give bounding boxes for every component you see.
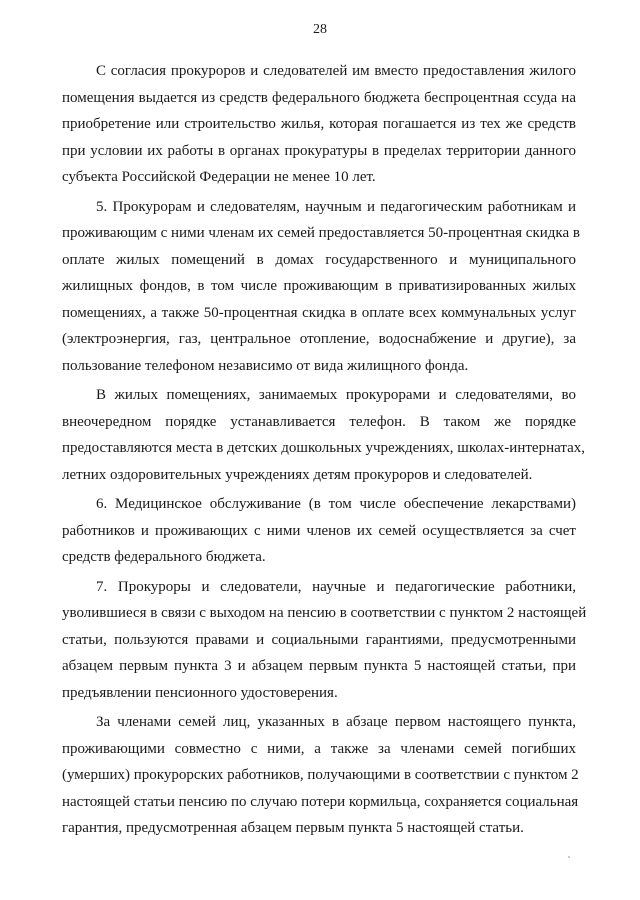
text-line: 7. Прокуроры и следователи, научные и педагогические работники, xyxy=(96,578,576,595)
text-line: приобретение или строительство жилья, которая погашается из тех же средств xyxy=(62,116,576,132)
text-line: настоящей статьи пенсию по случаю потери кормильца, сохраняется социальная xyxy=(62,793,579,810)
text-line: жилищных фондов, в том числе проживающим в приватизированных жилых xyxy=(62,278,576,294)
document-body xyxy=(62,58,587,845)
page-number: 28 xyxy=(313,22,327,37)
paragraph-item-5-discount xyxy=(62,194,580,380)
text-line: работников и проживающих с ними членов их семей осуществляется за счет xyxy=(62,522,576,539)
scan-speck xyxy=(568,856,570,858)
text-line: предоставляются места в детских дошкольных учреждениях, школах-интернатах, xyxy=(62,440,586,456)
text-line: За членами семей лиц, указанных в абзаце первом настоящего пункта, xyxy=(96,714,576,730)
text-line: пользование телефоном независимо от вида жилищного фонда. xyxy=(62,357,469,374)
text-line: проживающим с ними членам их семей предоставляется 50-процентная скидка в xyxy=(62,225,580,241)
text-line: гарантия, предусмотренная абзацем первым пункта 5 настоящей статьи. xyxy=(62,820,524,836)
text-line: 6. Медицинское обслуживание (в том числе обеспечение лекарствами) xyxy=(96,496,576,512)
text-line: внеочередном порядке устанавливается телефон. В таком же порядке xyxy=(62,413,576,430)
paragraph-family-members xyxy=(62,709,579,842)
text-line: уволившиеся в связи с выходом на пенсию в соответствии с пунктом 2 настоящей xyxy=(62,605,587,621)
text-line: С согласия прокуроров и следователей им вместо предоставления жилого xyxy=(96,63,576,79)
text-line: помещениях, а также 50-процентная скидка в оплате всех коммунальных услуг xyxy=(62,304,576,321)
paragraph-housing-loan xyxy=(62,58,576,191)
text-line: оплате жилых помещений в домах государственного и муниципального xyxy=(62,251,576,268)
paragraph-telephone-priority xyxy=(62,382,586,488)
text-line: при условии их работы в органах прокуратуры в пределах территории данного xyxy=(62,142,576,159)
text-line: (электроэнергия, газ, центральное отопление, водоснабжение и другие), за xyxy=(62,331,576,347)
paragraph-item-6-medical xyxy=(62,491,576,571)
text-line: летних оздоровительных учреждениях детям прокуроров и следователей. xyxy=(62,466,533,483)
text-line: предъявлении пенсионного удостоверения. xyxy=(62,684,338,701)
text-line: проживающими совместно с ними, а также за членами семей погибших xyxy=(62,740,576,757)
text-line: абзацем первым пункта 3 и абзацем первым пункта 5 настоящей статьи, при xyxy=(62,658,576,674)
text-line: 5. Прокурорам и следователям, научным и педагогическим работникам и xyxy=(96,198,576,215)
paragraph-item-7-pensioners xyxy=(62,574,587,707)
text-line: В жилых помещениях, занимаемых прокурорами и следователями, во xyxy=(96,387,576,403)
text-line: средств федерального бюджета. xyxy=(62,549,266,565)
text-line: субъекта Российской Федерации не менее 10 лет. xyxy=(62,169,376,185)
text-line: (умерших) прокурорских работников, получающими в соответствии с пунктом 2 xyxy=(62,767,579,783)
text-line: помещения выдается из средств федерального бюджета беспроцентная ссуда на xyxy=(62,89,576,106)
text-line: статьи, пользуются правами и социальными гарантиями, предусмотренными xyxy=(62,631,576,648)
